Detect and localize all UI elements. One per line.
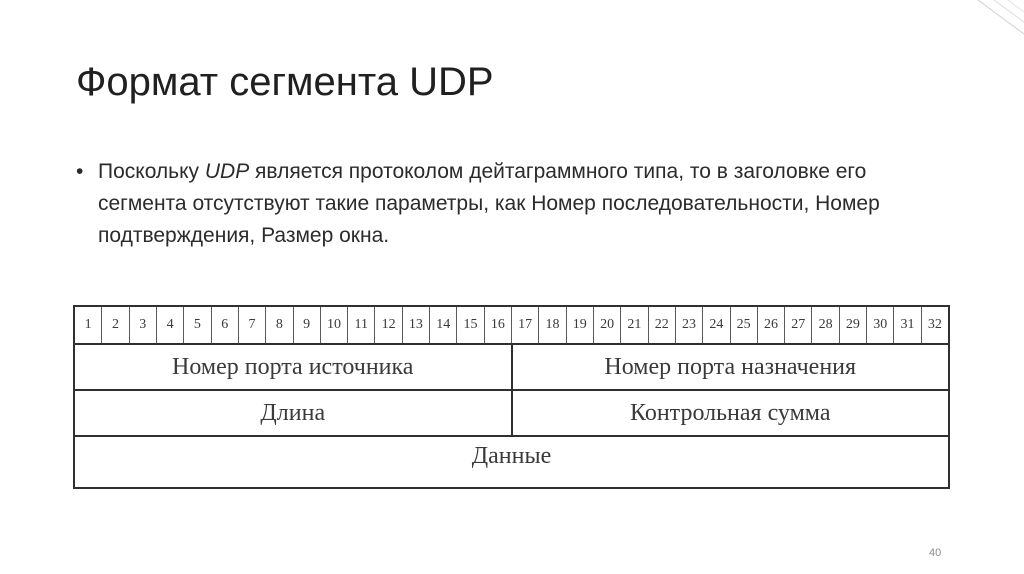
udp-header-diagram: [73, 305, 950, 489]
bit-cell: 30: [867, 307, 894, 343]
bit-cell: 15: [457, 307, 484, 343]
bit-cell: 28: [812, 307, 839, 343]
bullet-marker: •: [76, 160, 84, 183]
bit-cell: 10: [321, 307, 348, 343]
bit-cell: 7: [239, 307, 266, 343]
bit-cell: 24: [703, 307, 730, 343]
bit-cell: 5: [184, 307, 211, 343]
bit-cell: 13: [403, 307, 430, 343]
checksum-field: Контрольная сумма: [630, 399, 831, 426]
bit-cell: 29: [840, 307, 867, 343]
bit-cell: 14: [430, 307, 457, 343]
bit-cell: 17: [512, 307, 539, 343]
bit-cell: 19: [567, 307, 594, 343]
bit-cell: 2: [102, 307, 129, 343]
bit-cell: 20: [594, 307, 621, 343]
corner-decoration: [964, 0, 1024, 42]
ports-row: [75, 345, 948, 391]
bit-cell: 31: [894, 307, 921, 343]
bit-cell: 27: [785, 307, 812, 343]
bit-cell: 11: [348, 307, 375, 343]
bit-cell: 32: [927, 317, 942, 332]
bit-cell: 21: [621, 307, 648, 343]
data-field: Данные: [471, 443, 552, 469]
length-field: Длина: [75, 391, 513, 435]
bit-cell: 18: [539, 307, 566, 343]
page-number: 40: [929, 547, 942, 559]
bullet-text-emphasis: UDP: [204, 160, 250, 183]
slide-title: Формат сегмента UDP: [76, 60, 494, 104]
bullet-text: [98, 156, 956, 252]
bit-cell: 23: [676, 307, 703, 343]
bit-cell: 26: [758, 307, 785, 343]
bit-cell: 6: [212, 307, 239, 343]
bit-cell: 22: [649, 307, 676, 343]
bit-cell: 4: [157, 307, 184, 343]
bit-cell: 3: [130, 307, 157, 343]
destination-port-field: Номер порта назначения: [604, 353, 857, 380]
bit-cell: 16: [485, 307, 512, 343]
bit-cell: 9: [294, 307, 321, 343]
bit-cell: 12: [375, 307, 402, 343]
bullet-item: [76, 156, 956, 252]
bit-cell: 8: [266, 307, 293, 343]
bit-cell: 1: [75, 307, 102, 343]
length-checksum-row: [75, 391, 948, 437]
bit-number-row: [75, 307, 948, 345]
bullet-text-before: Поскольку: [98, 160, 205, 183]
bit-cell: 25: [731, 307, 758, 343]
bullet-text-after: является протоколом дейтаграммного типа, то в заголовке его сегмента отсутствуют такие параметры, как Номер последовательности, Номер подтверждения, Размер окна.: [98, 160, 880, 247]
source-port-field: Номер порта источника: [75, 345, 513, 389]
